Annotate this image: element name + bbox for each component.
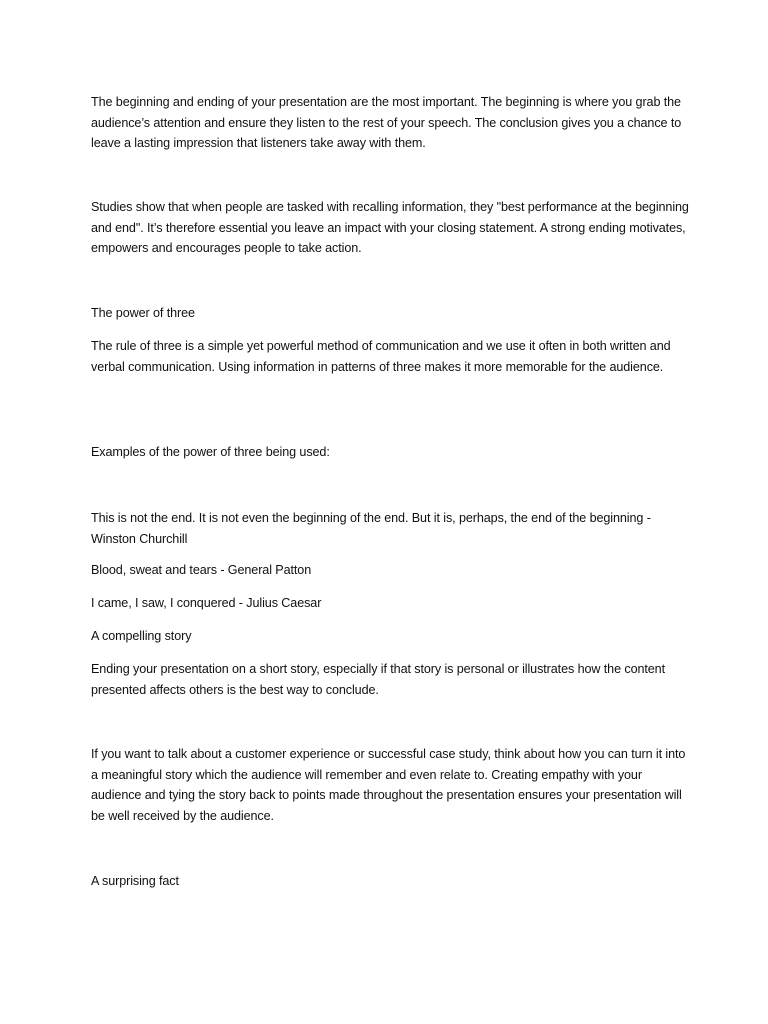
heading-compelling-story: A compelling story bbox=[91, 629, 192, 643]
paragraph-examples-intro: Examples of the power of three being used: bbox=[91, 445, 330, 459]
paragraph-intro: The beginning and ending of your presentation are the most important. The beginning is where you grab the audience’s attention and ensure they listen to the rest of your speech. The conclusion gives you a chance to leave a lasting impression that listeners take away with them. bbox=[91, 95, 682, 151]
quote-churchill: This is not the end. It is not even the beginning of the end. But it is, perhaps, the end of the beginning - Winston Churchill bbox=[91, 511, 651, 546]
heading-surprising-fact: A surprising fact bbox=[91, 874, 179, 888]
paragraph-short-story: Ending your presentation on a short story, especially if that story is personal or illustrates how the content presented affects others is the best way to conclude. bbox=[91, 662, 665, 697]
paragraph-customer-experience: If you want to talk about a customer experience or successful case study, think about how you can turn it into a meaningful story which the audience will remember and even relate to. Creating empathy with your audience and tying the story back to points made throughout the presentation ensures your presentation will be well received by the audience. bbox=[91, 747, 686, 823]
quote-patton: Blood, sweat and tears - General Patton bbox=[91, 563, 312, 577]
paragraph-studies: Studies show that when people are tasked with recalling information, they "best performance at the beginning and end". It’s therefore essential you leave an impact with your closing statement. A strong ending motivates, empowers and encourages people to take action. bbox=[91, 200, 689, 256]
paragraph-rule-of-three: The rule of three is a simple yet powerful method of communication and we use it often in both written and verbal communication. Using information in patterns of three makes it more memorable for the audience. bbox=[91, 339, 671, 374]
quote-caesar: I came, I saw, I conquered - Julius Caesar bbox=[91, 596, 322, 610]
heading-power-of-three: The power of three bbox=[91, 306, 195, 320]
